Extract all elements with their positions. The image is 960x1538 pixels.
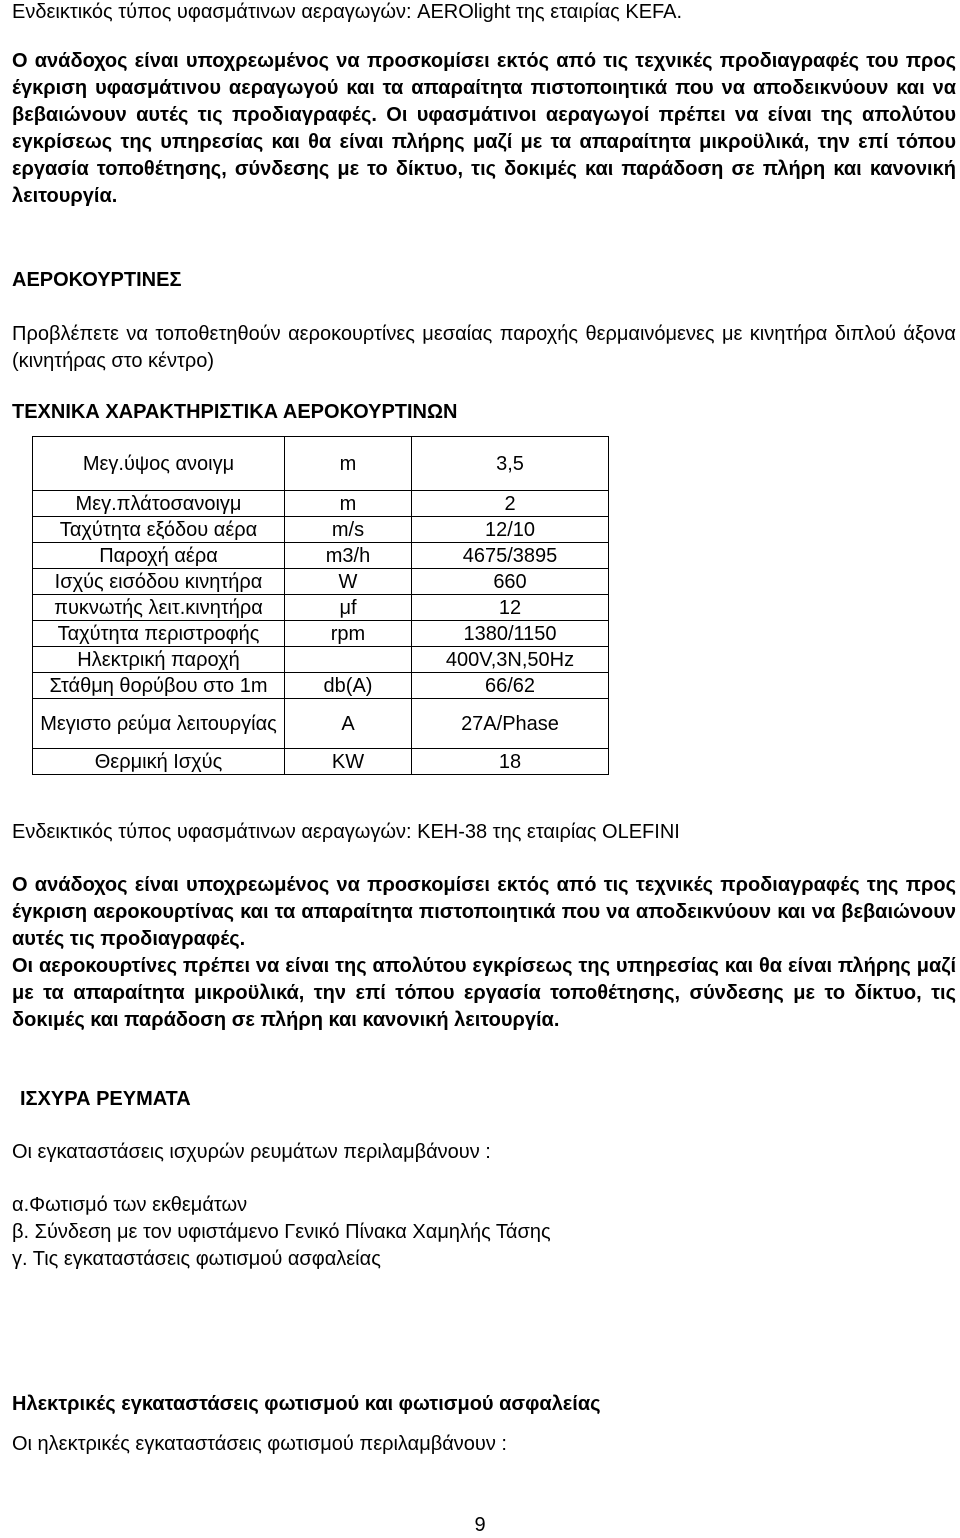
spec-unit-cell: m/s (285, 517, 412, 543)
spec-name-cell: Ισχύς εισόδου κινητήρα (33, 569, 285, 595)
type-line-2: Ενδεικτικός τύπος υφασμάτινων αεραγωγών: ΚΕΗ-38 της εταιρίας OLEFINI (12, 821, 680, 843)
table-row (33, 595, 609, 621)
ischyra-item: γ. Τις εγκαταστάσεις φωτισμού ασφαλείας (12, 1248, 381, 1270)
spec-name-cell: Ηλεκτρική παροχή (33, 647, 285, 673)
heading-specs: ΤΕΧΝΙΚΑ ΧΑΡΑΚΤΗΡΙΣΤΙΚΑ ΑΕΡΟΚΟΥΡΤΙΝΩΝ (12, 401, 458, 423)
spec-name-cell: Ταχύτητα εξόδου αέρα (33, 517, 285, 543)
table-row (33, 749, 609, 775)
table-row (33, 491, 609, 517)
spec-value-cell: 3,5 (412, 437, 609, 491)
spec-value-cell: 400V,3N,50Hz (412, 647, 609, 673)
paragraph-3: Ο ανάδοχος είναι υποχρεωμένος να προσκομίσει εκτός από τις τεχνικές προδιαγραφές της προς έγκριση αεροκουρτίνας και τα απαραίτητα πιστοποιητικά που να αποδεικνύουν και να βεβαιώνουν αυτές τις προδιαγραφές. (12, 874, 956, 950)
lighting-intro: Οι ηλεκτρικές εγκαταστάσεις φωτισμού περιλαμβάνουν : (12, 1433, 507, 1455)
table-row (33, 699, 609, 749)
spec-name-cell: Μεγ.ύψος ανοιγμ (33, 437, 285, 491)
heading-lighting: Ηλεκτρικές εγκαταστάσεις φωτισμού και φωτισμού ασφαλείας (12, 1393, 601, 1415)
spec-unit-cell: m (285, 491, 412, 517)
spec-name-cell: Μεγ.πλάτοσανοιγμ (33, 491, 285, 517)
table-row (33, 437, 609, 491)
spec-unit-cell: A (285, 699, 412, 749)
table-row (33, 621, 609, 647)
intro-line: Ενδεικτικός τύπος υφασμάτινων αεραγωγών: AEROlight της εταιρίας KEFA. (12, 1, 683, 23)
spec-value-cell: 4675/3895 (412, 543, 609, 569)
spec-value-cell: 1380/1150 (412, 621, 609, 647)
paragraph-4: Οι αεροκουρτίνες πρέπει να είναι της απολύτου εγκρίσεως της υπηρεσίας και θα είναι πλήρης μαζί με τα απαραίτητα μικροϋλικά, την επί τόπου εργασία τοποθέτησης, σύνδεσης με το δίκτυο, τις δοκιμές και παράδοση σε πλήρη και κανονική λειτουργία. (12, 955, 956, 1031)
spec-value-cell: 66/62 (412, 673, 609, 699)
spec-value-cell: 2 (412, 491, 609, 517)
spec-value-cell: 12/10 (412, 517, 609, 543)
spec-unit-cell: rpm (285, 621, 412, 647)
spec-name-cell: Στάθμη θορύβου στο 1m (33, 673, 285, 699)
table-row (33, 569, 609, 595)
spec-value-cell: 27A/Phase (412, 699, 609, 749)
spec-unit-cell: db(A) (285, 673, 412, 699)
spec-unit-cell: m (285, 437, 412, 491)
heading-ischyra: ΙΣΧΥΡΑ ΡΕΥΜΑΤΑ (20, 1088, 191, 1110)
paragraph-1: Ο ανάδοχος είναι υποχρεωμένος να προσκομίσει εκτός από τις τεχνικές προδιαγραφές του προς έγκριση υφασμάτινου αεραγωγού και τα απαραίτητα πιστοποιητικά που να αποδεικνύουν και να βεβαιώνουν αυτές τις προδιαγραφές. Οι υφασμάτινοι αεραγωγοί πρέπει να είναι της απολύτου εγκρίσεως της υπηρεσίας και θα είναι πλήρης μαζί με τα απαραίτητα μικροϋλικά, την επί τόπου εργασία τοποθέτησης, σύνδεσης με το δίκτυο, τις δοκιμές και παράδοση σε πλήρη και κανονική λειτουργία. (12, 50, 956, 207)
table-row (33, 543, 609, 569)
table-row (33, 517, 609, 543)
spec-unit-cell (285, 647, 412, 673)
table-row (33, 647, 609, 673)
spec-name-cell: Ταχύτητα περιστροφής (33, 621, 285, 647)
spec-unit-cell: m3/h (285, 543, 412, 569)
spec-value-cell: 18 (412, 749, 609, 775)
ischyra-item: α.Φωτισμό των εκθεμάτων (12, 1194, 248, 1216)
spec-name-cell: Παροχή αέρα (33, 543, 285, 569)
table-row (33, 673, 609, 699)
spec-name-cell: Μεγιστο ρεύμα λειτουργίας (33, 699, 285, 749)
heading-aerokourtines: ΑΕΡΟΚΟΥΡΤΙΝΕΣ (12, 269, 182, 291)
spec-unit-cell: KW (285, 749, 412, 775)
page-number: 9 (474, 1514, 486, 1536)
spec-unit-cell: W (285, 569, 412, 595)
spec-name-cell: πυκνωτής λειτ.κινητήρα (33, 595, 285, 621)
spec-unit-cell: μf (285, 595, 412, 621)
spec-name-cell: Θερμική Ισχύς (33, 749, 285, 775)
spec-value-cell: 12 (412, 595, 609, 621)
ischyra-intro: Οι εγκαταστάσεις ισχυρών ρευμάτων περιλαμβάνουν : (12, 1141, 491, 1163)
ischyra-item: β. Σύνδεση με τον υφιστάμενο Γενικό Πίνακα Χαμηλής Τάσης (12, 1221, 551, 1243)
spec-value-cell: 660 (412, 569, 609, 595)
specs-table (32, 436, 609, 775)
paragraph-2: Προβλέπετε να τοποθετηθούν αεροκουρτίνες μεσαίας παροχής θερμαινόμενες με κινητήρα διπλού άξονα (κινητήρας στο κέντρο) (12, 323, 956, 372)
